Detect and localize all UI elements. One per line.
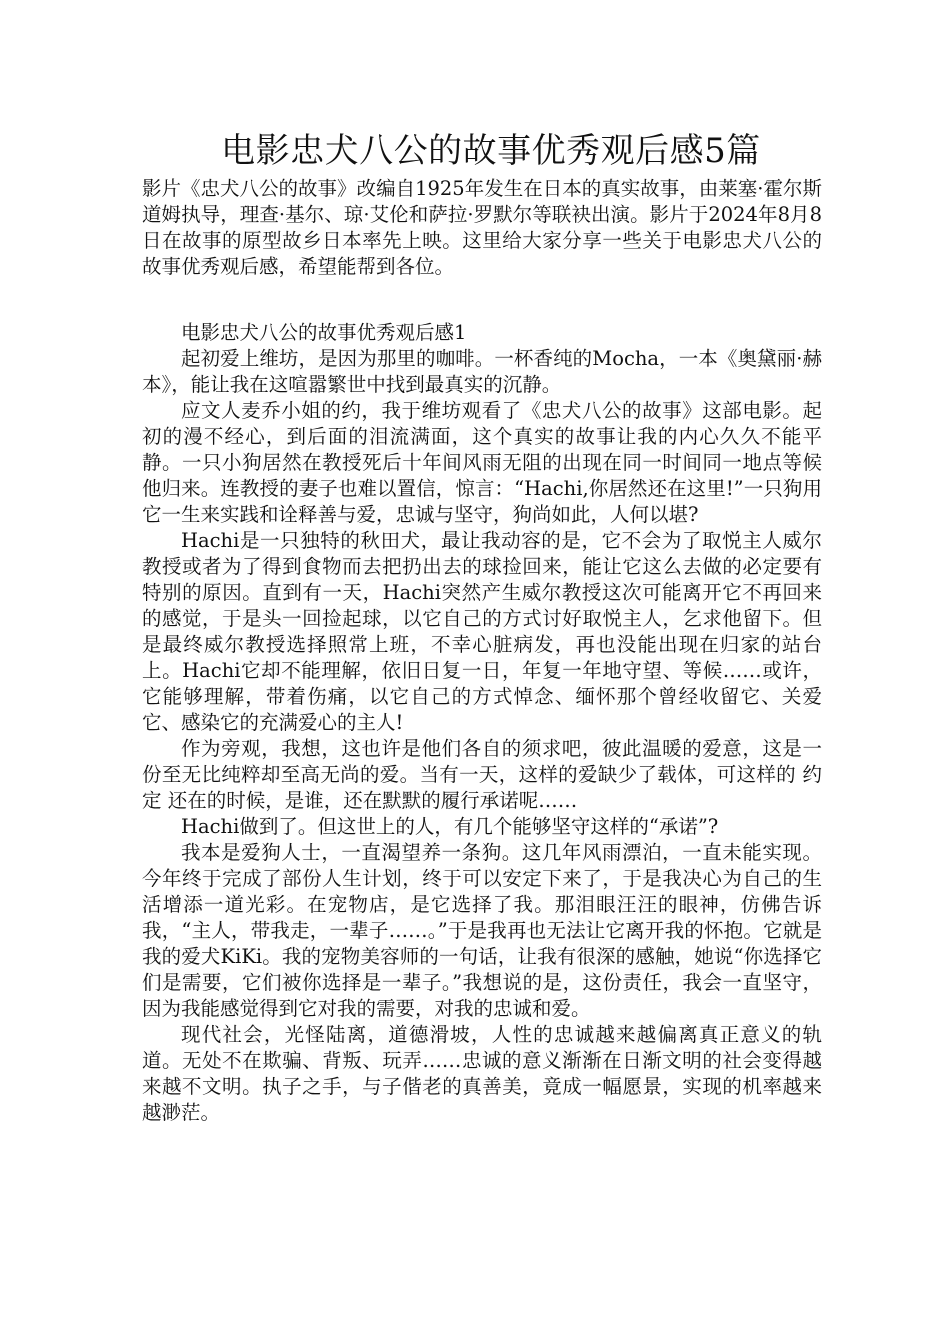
section-heading: 电影忠犬八公的故事优秀观后感1 (181, 321, 467, 344)
body-paragraph: Hachi是一只独特的秋田犬，最让我动容的是，它不会为了取悦主人威尔教授或者为了得到食物而去把扔出去的球捡回来，能让它这么去做的必定要有特别的原因。直到有一天，Hachi突然产生威尔教授这次可能离开它不再回来的感觉，于是头一回捡起球，以它自己的方式讨好取悦主人，乞求他留下。但是最终威尔教授选择照常上班，不幸心脏病发，再也没能出现在归家的站台上。Hachi它却不能理解，依旧日复一日，年复一年地守望、等候……或许，它能够理解，带着伤痛，以它自己的方式悼念、缅怀那个曾经收留它、关爱它、感染它的充满爱心的主人! (142, 529, 822, 734)
body-paragraph: 应文人麦乔小姐的约，我于维坊观看了《忠犬八公的故事》这部电影。起初的漫不经心，到后面的泪流满面，这个真实的故事让我的内心久久不能平静。一只小狗居然在教授死后十年间风雨无阻的出现在同一时间同一地点等候他归来。连教授的妻子也难以置信，惊言：“Hachi,你居然还在这里!”一只狗用它一生来实践和诠释善与爱，忠诚与坚守，狗尚如此，人何以堪? (142, 399, 822, 526)
body-paragraph: 起初爱上维坊，是因为那里的咖啡。一杯香纯的Mocha，一本《奥黛丽·赫本》，能让我在这喧嚣繁世中找到最真实的沉静。 (142, 347, 822, 396)
intro-paragraph: 影片《忠犬八公的故事》改编自1925年发生在日本的真实故事，由莱塞·霍尔斯道姆执导，理查·基尔、琼·艾伦和萨拉·罗默尔等联袂出演。影片于2024年8月8日在故事的原型故乡日本率先上映。这里给大家分享一些关于电影忠犬八公的故事优秀观后感，希望能帮到各位。 (142, 177, 822, 278)
body-paragraph: 作为旁观，我想，这也许是他们各自的须求吧，彼此温暖的爱意，这是一份至无比纯粹却至高无尚的爱。当有一天，这样的爱缺少了载体，可这样的 约定 还在的时候，是谁，还在默默的履行承诺呢…… (142, 737, 822, 812)
document-page (142, 128, 822, 1126)
body-paragraph: 我本是爱狗人士，一直渴望养一条狗。这几年风雨漂泊，一直未能实现。今年终于完成了部份人生计划，终于可以安定下来了，于是我决心为自己的生活增添一道光彩。在宠物店，是它选择了我。那泪眼汪汪的眼神，仿佛告诉我，“主人，带我走，一辈子……。”于是我再也无法让它离开我的怀抱。它就是我的爱犬KiKi。我的宠物美容师的一句话，让我有很深的感触，她说“你选择它们是需要，它们被你选择是一辈子。”我想说的是，这份责任，我会一直坚守，因为我能感觉得到它对我的需要，对我的忠诚和爱。 (142, 841, 822, 1020)
body-paragraph: 现代社会，光怪陆离，道德滑坡，人性的忠诚越来越偏离真正意义的轨道。无处不在欺骗、背叛、玩弄……忠诚的意义渐渐在日渐文明的社会变得越来越不文明。执子之手，与子偕老的真善美，竟成一幅愿景，实现的机率越来越渺茫。 (142, 1023, 822, 1124)
page-title: 电影忠犬八公的故事优秀观后感5篇 (221, 131, 761, 171)
blank-line (142, 280, 822, 306)
body-paragraph: Hachi做到了。但这世上的人，有几个能够坚守这样的“承诺”? (181, 815, 719, 838)
